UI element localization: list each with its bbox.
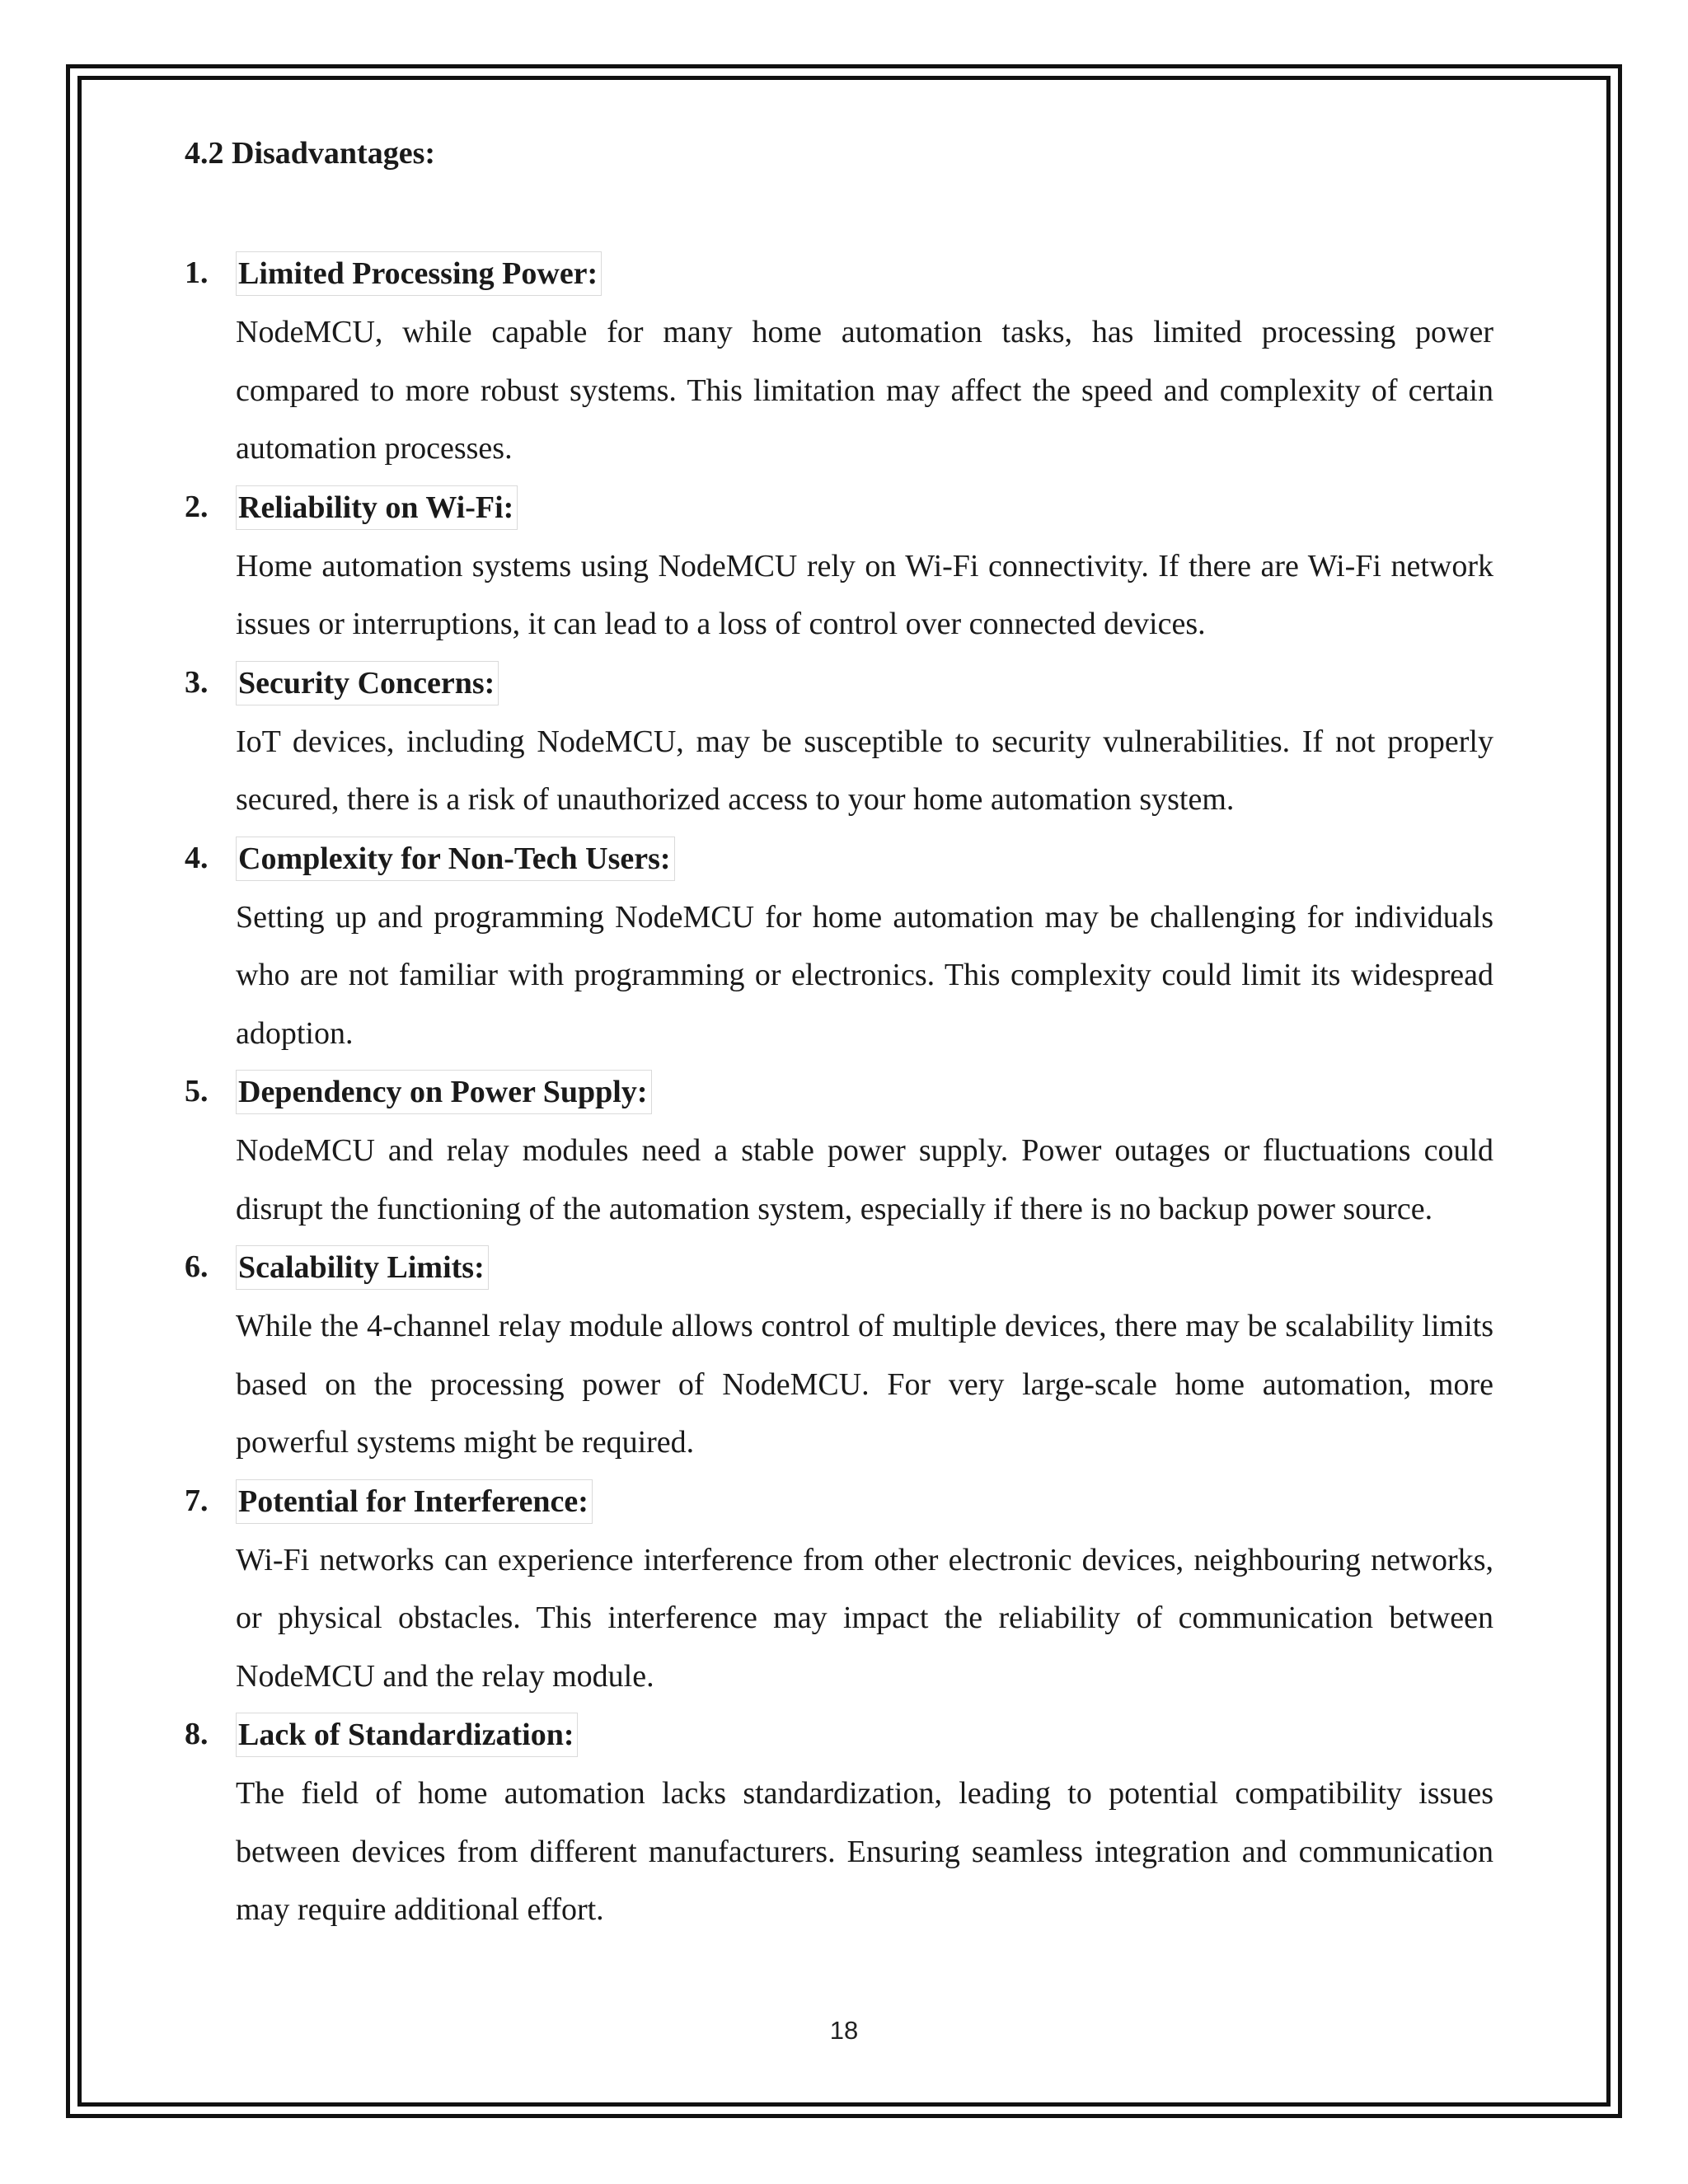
item-body: IoT devices, including NodeMCU, may be susceptible to security vulnerabilities. If not properly secured, there is a risk of unauthorized access to your home automation system. xyxy=(236,724,1493,817)
item-body: Setting up and programming NodeMCU for home automation may be challenging for individuals who are not familiar with programming or electronics. This complexity could limit its widespread adoption. xyxy=(236,899,1493,1051)
section-heading: 4.2 Disadvantages: xyxy=(185,136,436,171)
item-number: 2. xyxy=(185,489,209,524)
item-title: Dependency on Power Supply: xyxy=(236,1070,652,1114)
item-title: Reliability on Wi-Fi: xyxy=(236,485,518,530)
item-body: Wi-Fi networks can experience interference from other electronic devices, neighbouring networks, or physical obstacles. This interference may impact the reliability of communication between NodeMCU and the relay module. xyxy=(236,1542,1493,1694)
item-number: 4. xyxy=(185,840,209,875)
item-body: NodeMCU, while capable for many home automation tasks, has limited processing power compared to more robust systems. This limitation may affect the speed and complexity of certain automation processes. xyxy=(236,315,1493,466)
list-item xyxy=(185,478,1493,654)
item-body: The field of home automation lacks standardization, leading to potential compatibility issues between devices from different manufacturers. Ensuring seamless integration and communication may require additional effort. xyxy=(236,1776,1493,1927)
item-number: 8. xyxy=(185,1717,209,1751)
disadvantages-list xyxy=(185,244,1493,1939)
list-item xyxy=(185,1238,1493,1472)
item-number: 3. xyxy=(185,664,209,700)
item-body: NodeMCU and relay modules need a stable power supply. Power outages or fluctuations could disrupt the functioning of the automation system, especially if there is no backup power source. xyxy=(236,1133,1493,1226)
item-title: Scalability Limits: xyxy=(236,1245,489,1290)
item-title: Limited Processing Power: xyxy=(236,251,602,296)
list-item xyxy=(185,1472,1493,1706)
page-number: 18 xyxy=(829,2016,859,2045)
item-number: 1. xyxy=(185,255,209,290)
item-body: While the 4-channel relay module allows control of multiple devices, there may be scalability limits based on the processing power of NodeMCU. For very large-scale home automation, more powerful systems might be required. xyxy=(236,1309,1493,1460)
list-item xyxy=(185,1705,1493,1939)
item-number: 6. xyxy=(185,1249,209,1284)
item-title: Security Concerns: xyxy=(236,661,499,705)
item-number: 5. xyxy=(185,1074,209,1108)
item-number: 7. xyxy=(185,1483,209,1518)
list-item xyxy=(185,829,1493,1063)
list-item xyxy=(185,244,1493,478)
page-content xyxy=(185,130,1493,1939)
list-item xyxy=(185,654,1493,829)
list-item xyxy=(185,1062,1493,1238)
item-title: Complexity for Non-Tech Users: xyxy=(236,837,675,881)
item-title: Potential for Interference: xyxy=(236,1479,593,1524)
item-body: Home automation systems using NodeMCU rely on Wi-Fi connectivity. If there are Wi-Fi network issues or interruptions, it can lead to a loss of control over connected devices. xyxy=(236,548,1493,641)
item-title: Lack of Standardization: xyxy=(236,1713,578,1757)
